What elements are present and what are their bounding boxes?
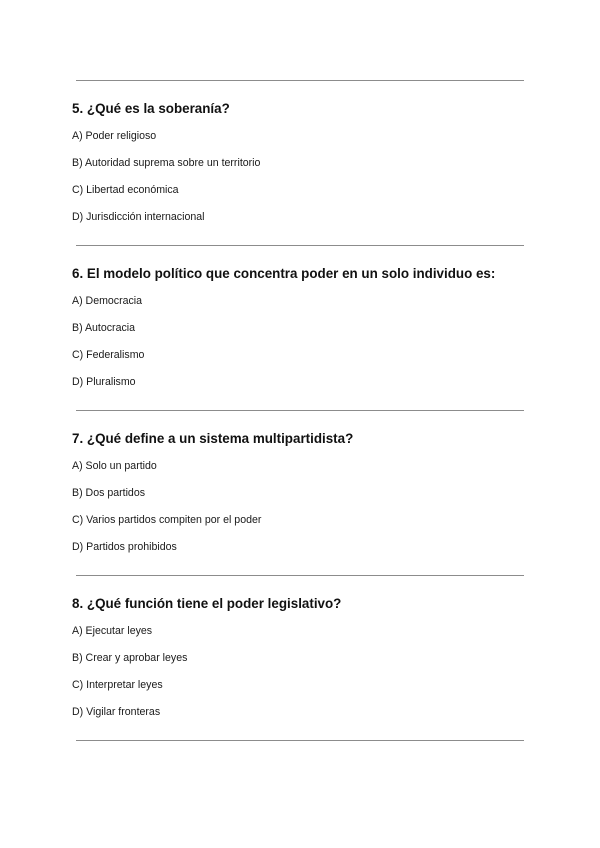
question-title: 8. ¿Qué función tiene el poder legislativo? (72, 596, 342, 611)
option-d: D) Jurisdicción internacional (72, 211, 205, 223)
option-a: A) Ejecutar leyes (72, 625, 153, 637)
option-d: D) Partidos prohibidos (72, 541, 177, 553)
question-title: 6. El modelo político que concentra poder en un solo individuo es: (72, 266, 496, 281)
option-b: B) Autoridad suprema sobre un territorio (72, 157, 261, 169)
option-b: B) Dos partidos (72, 487, 146, 499)
option-a: A) Democracia (72, 295, 143, 307)
option-b: B) Crear y aprobar leyes (72, 652, 188, 664)
question-title: 7. ¿Qué define a un sistema multipartidista? (72, 431, 354, 446)
question-8 (72, 596, 532, 718)
divider-line (76, 575, 524, 576)
question-7 (72, 431, 532, 553)
option-c: C) Interpretar leyes (72, 679, 163, 691)
question-5 (72, 101, 532, 223)
option-d: D) Vigilar fronteras (72, 706, 161, 718)
option-c: C) Varios partidos compiten por el poder (72, 514, 262, 526)
divider-line (76, 740, 524, 741)
question-6 (72, 266, 532, 388)
option-a: A) Poder religioso (72, 130, 157, 142)
option-c: C) Libertad económica (72, 184, 179, 196)
question-title: 5. ¿Qué es la soberanía? (72, 101, 230, 116)
option-c: C) Federalismo (72, 349, 145, 361)
option-d: D) Pluralismo (72, 376, 136, 388)
divider-line (76, 410, 524, 411)
option-b: B) Autocracia (72, 322, 136, 334)
option-a: A) Solo un partido (72, 460, 157, 472)
divider-line (76, 245, 524, 246)
divider-line (76, 80, 524, 81)
